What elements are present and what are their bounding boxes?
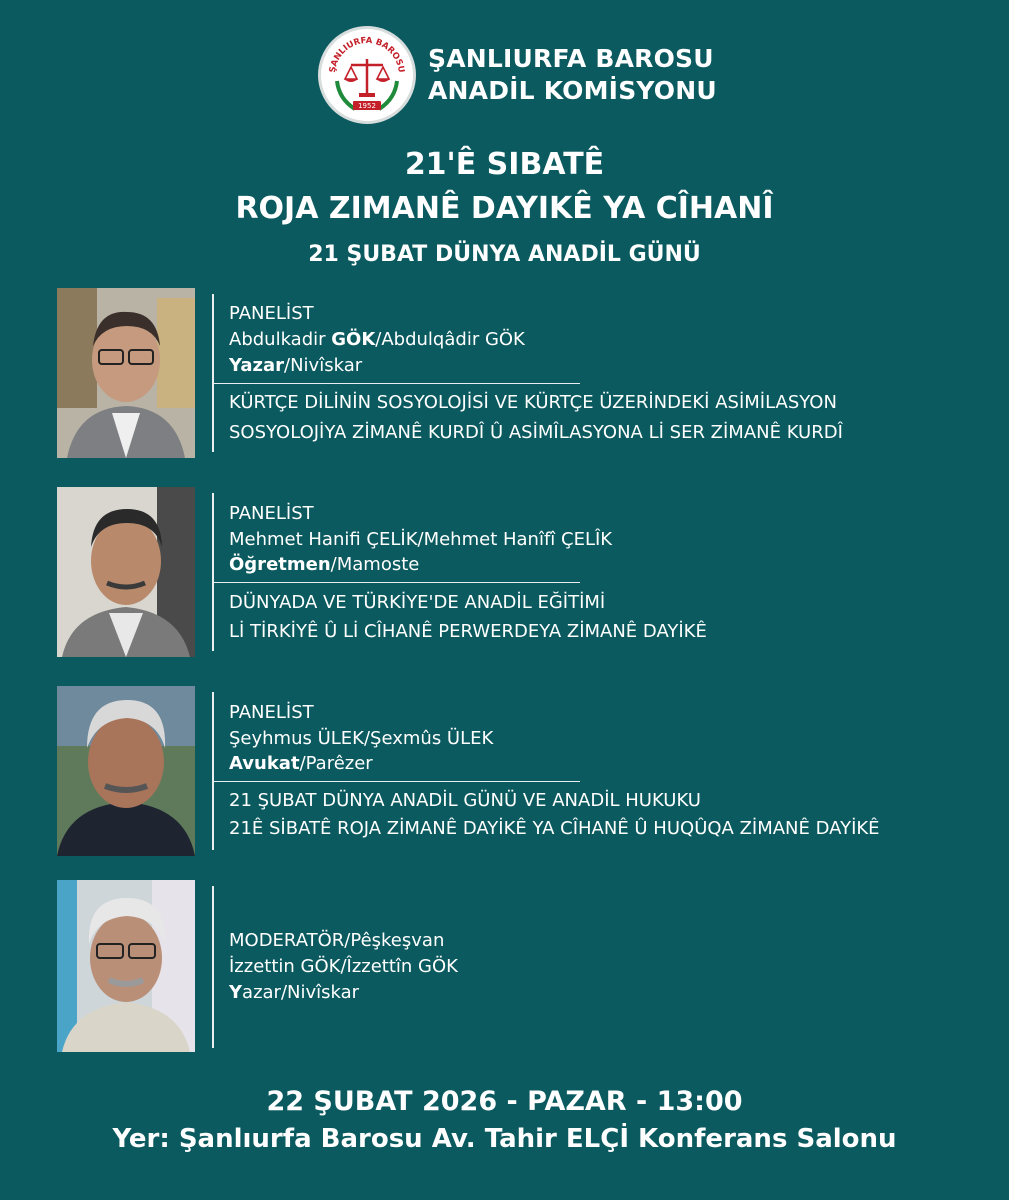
title-line-3: 21 ŞUBAT DÜNYA ANADİL GÜNÜ bbox=[308, 242, 701, 267]
divider-vertical bbox=[212, 493, 214, 651]
title-line-2: ROJA ZIMANÊ DAYIKÊ YA CÎHANÎ bbox=[235, 191, 774, 226]
panelist-1-job: Yazar/Nivîskar bbox=[229, 355, 363, 376]
panelist-3-topic-tr: 21 ŞUBAT DÜNYA ANADİL GÜNÜ VE ANADİL HUKUKU bbox=[229, 790, 701, 811]
panelist-2-name: Mehmet Hanifi ÇELİK/Mehmet Hanîfî ÇELÎK bbox=[229, 529, 613, 550]
divider-horizontal bbox=[214, 582, 580, 583]
panelist-2-photo bbox=[57, 487, 195, 657]
header bbox=[318, 26, 738, 126]
panelist-3-role: PANELİST bbox=[229, 702, 314, 723]
panelist-2-topic-tr: DÜNYADA VE TÜRKİYE'DE ANADİL EĞİTİMİ bbox=[229, 592, 606, 613]
moderator-name: İzzettin GÖK/Îzzettîn GÖK bbox=[229, 956, 458, 977]
moderator-photo bbox=[57, 880, 195, 1052]
panelist-2-job: Öğretmen/Mamoste bbox=[229, 554, 420, 575]
panelist-1-role: PANELİST bbox=[229, 303, 314, 324]
panelist-2-topic-ku: Lİ TİRKİYÊ Û Lİ CÎHANÊ PERWERDEYA ZİMANÊ DAYİKÊ bbox=[229, 621, 707, 642]
logo-year: 1952 bbox=[358, 102, 376, 110]
moderator-job: Yazar/Nivîskar bbox=[229, 982, 360, 1003]
title-line-1: 21'Ê SIBATÊ bbox=[404, 147, 605, 182]
divider-vertical bbox=[212, 692, 214, 850]
panelist-2-role: PANELİST bbox=[229, 503, 314, 524]
panelist-3-job: Avukat/Parêzer bbox=[229, 753, 373, 774]
event-venue: Yer: Şanlıurfa Barosu Av. Tahir ELÇİ Konferans Salonu bbox=[112, 1124, 897, 1154]
divider-vertical bbox=[212, 294, 214, 452]
panelist-3-topic-ku: 21Ê SİBATÊ ROJA ZİMANÊ DAYİKÊ YA CÎHANÊ Û HUQÛQA ZİMANÊ DAYİKÊ bbox=[229, 818, 880, 839]
commission-name: ANADİL KOMİSYONU bbox=[428, 76, 717, 105]
panelist-1-name: Abdulkadir GÖK/Abdulqâdir GÖK bbox=[229, 329, 525, 350]
panelist-1-topic-ku: SOSYOLOJİYA ZİMANÊ KURDÎ Û ASİMÎLASYONA Lİ SER ZİMANÊ KURDÎ bbox=[229, 422, 843, 443]
divider-horizontal bbox=[214, 781, 580, 782]
logo-arc-text: ŞANLIURFA BAROSU bbox=[328, 35, 407, 74]
scales-of-justice-icon bbox=[321, 29, 413, 121]
panelist-3-photo bbox=[57, 686, 195, 856]
panelist-1-topic-tr: KÜRTÇE DİLİNİN SOSYOLOJİSİ VE KÜRTÇE ÜZERİNDEKİ ASİMİLASYON bbox=[229, 392, 837, 413]
moderator-role: MODERATÖR/Pêşkeşvan bbox=[229, 930, 445, 951]
event-datetime: 22 ŞUBAT 2026 - PAZAR - 13:00 bbox=[266, 1086, 743, 1117]
divider-horizontal bbox=[214, 383, 580, 384]
divider-vertical bbox=[212, 886, 214, 1048]
panelist-1-photo bbox=[57, 288, 195, 458]
panelist-3-name: Şeyhmus ÜLEK/Şexmûs ÜLEK bbox=[229, 728, 494, 749]
bar-association-logo bbox=[318, 26, 416, 124]
org-name: ŞANLIURFA BAROSU bbox=[428, 44, 714, 73]
